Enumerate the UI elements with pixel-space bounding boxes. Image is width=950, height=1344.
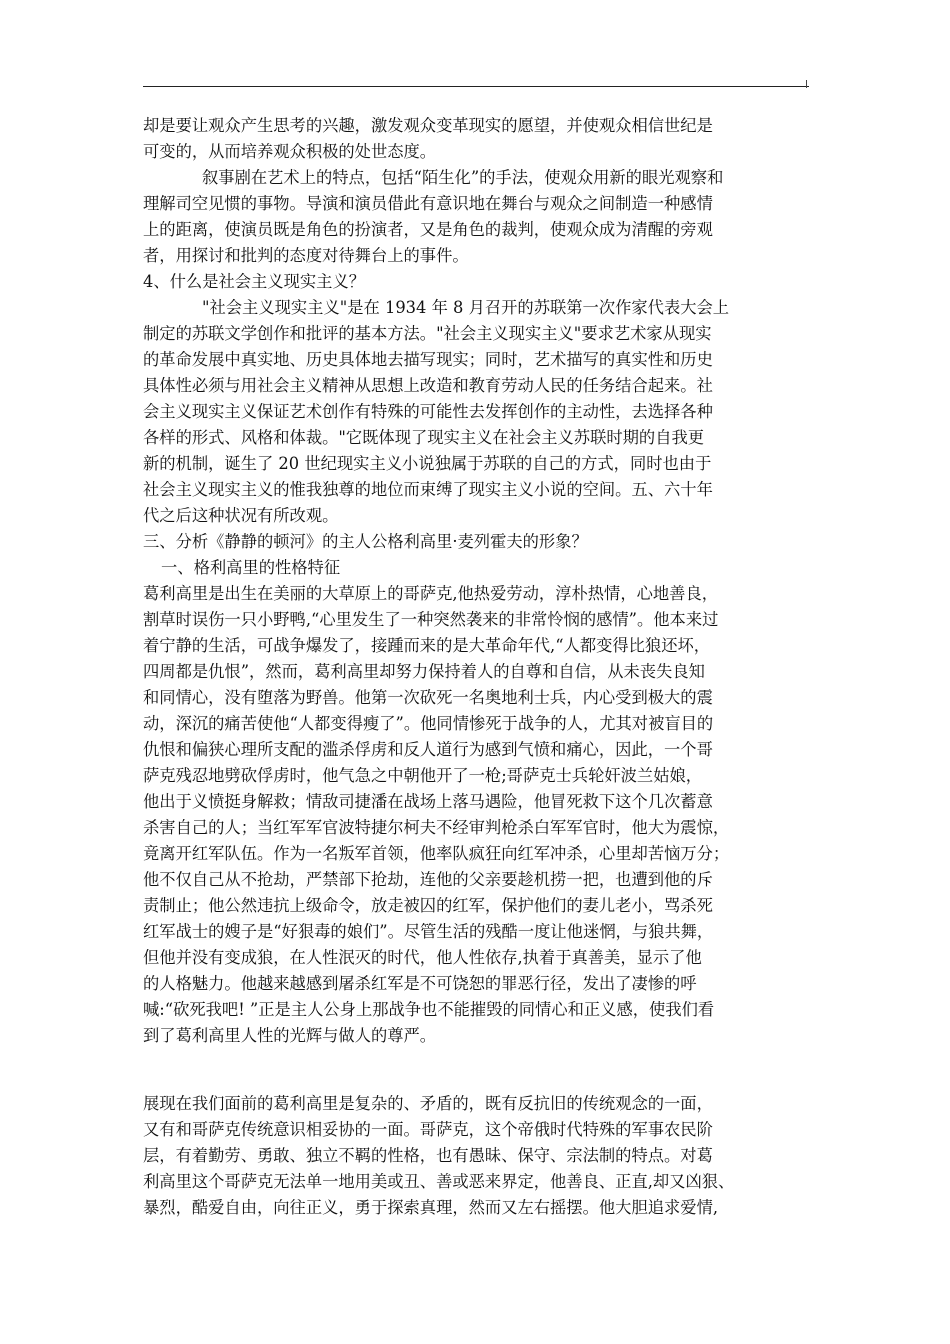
text-line: 的革命发展中真实地、历史具体地去描写现实；同时，艺术描写的真实性和历史 — [143, 350, 713, 369]
text-line: 但他并没有变成狼，在人性泯灭的时代，他人性依存,执着于真善美，显示了他 — [143, 948, 702, 967]
text-line: 到了葛利高里人性的光辉与做人的尊严。 — [143, 1026, 437, 1045]
text-line: 和同情心，没有堕落为野兽。他第一次砍死一名奥地利士兵，内心受到极大的震 — [143, 688, 713, 707]
text-line: 新的机制，诞生了 20 世纪现实主义小说独属于苏联的自己的方式，同时也由于 — [143, 454, 712, 473]
text-line: 可变的，从而培养观众积极的处世态度。 — [143, 142, 437, 161]
text-block-main — [143, 113, 813, 1049]
text-line: 利高里这个哥萨克无法单一地用美或丑、善或恶来界定，他善良、正直,却又凶狠、 — [143, 1172, 735, 1191]
text-line: 一、格利高里的性格特征 — [161, 558, 341, 577]
document-body — [143, 113, 813, 1221]
text-line: 萨克残忍地劈砍俘虏时，他气急之中朝他开了一枪;哥萨克士兵轮奸波兰姑娘， — [143, 766, 703, 785]
text-line: 代之后这种状况有所改观。 — [143, 506, 339, 525]
text-line: 葛利高里是出生在美丽的大草原上的哥萨克,他热爱劳动，淳朴热情，心地善良， — [143, 584, 719, 603]
text-line: 理解司空见惯的事物。导演和演员借此有意识地在舞台与观众之间制造一种感情 — [143, 194, 713, 213]
header-rule-tick — [806, 80, 807, 88]
text-line: 叙事剧在艺术上的特点，包括“陌生化”的手法，使观众用新的眼光观察和 — [202, 168, 724, 187]
text-line: "社会主义现实主义"是在 1934 年 8 月召开的苏联第一次作家代表大会上 — [202, 298, 730, 317]
text-line: 展现在我们面前的葛利高里是复杂的、矛盾的，既有反抗旧的传统观念的一面， — [143, 1094, 713, 1113]
text-line: 着宁静的生活，可战争爆发了，接踵而来的是大革命年代,“人都变得比狼还坏， — [143, 636, 711, 655]
text-line: 责制止；他公然违抗上级命令，放走被囚的红军，保护他们的妻儿老小，骂杀死 — [143, 896, 713, 915]
text-line: 具体性必须与用社会主义精神从思想上改造和教育劳动人民的任务结合起来。社 — [143, 376, 713, 395]
text-line: 却是要让观众产生思考的兴趣，激发观众变革现实的愿望，并使观众相信世纪是 — [143, 116, 713, 135]
paragraph-gap — [143, 1049, 813, 1091]
text-line: 动，深沉的痛苦使他“人都变得瘦了”。他同情惨死于战争的人，尤其对被盲目的 — [143, 714, 714, 733]
text-line: 竟离开红军队伍。作为一名叛军首领，他率队疯狂向红军冲杀，心里却苦恼万分； — [143, 844, 730, 863]
header-rule — [143, 86, 809, 87]
text-line: 四周都是仇恨”，然而，葛利高里却努力保持着人的自尊和自信，从未丧失良知 — [143, 662, 705, 681]
text-line: 杀害自己的人；当红军军官波特捷尔柯夫不经审判枪杀白军军官时，他大为震惊， — [143, 818, 730, 837]
text-line: 的人格魅力。他越来越感到屠杀红军是不可饶恕的罪恶行径，发出了凄惨的呼 — [143, 974, 697, 993]
text-line: 红军战士的嫂子是“好狠毒的娘们”。尽管生活的残酷一度让他迷惘，与狼共舞， — [143, 922, 714, 941]
text-block-continued — [143, 1091, 813, 1221]
text-line: 喊:“砍死我吧! ”正是主人公身上那战争也不能摧毁的同情心和正义感，使我们看 — [143, 1000, 715, 1019]
text-line: 层，有着勤劳、勇敢、独立不羁的性格，也有愚昧、保守、宗法制的特点。对葛 — [143, 1146, 713, 1165]
text-line: 者，用探讨和批判的态度对待舞台上的事件。 — [143, 246, 469, 265]
text-line: 又有和哥萨克传统意识相妥协的一面。哥萨克，这个帝俄时代特殊的军事农民阶 — [143, 1120, 713, 1139]
text-line: 制定的苏联文学创作和批评的基本方法。"社会主义现实主义"要求艺术家从现实 — [143, 324, 712, 343]
text-line: 上的距离，使演员既是角色的扮演者，又是角色的裁判，使观众成为清醒的旁观 — [143, 220, 713, 239]
text-line: 4、什么是社会主义现实主义？ — [143, 272, 366, 291]
text-line: 三、分析《静静的顿河》的主人公格利高里·麦列霍夫的形象？ — [143, 532, 588, 551]
text-line: 他不仅自己从不抢劫，严禁部下抢劫，连他的父亲要趁机捞一把，也遭到他的斥 — [143, 870, 713, 889]
text-line: 割草时误伤一只小野鸭,“心里发生了一种突然袭来的非常怜悯的感情”。他本来过 — [143, 610, 719, 629]
text-line: 仇恨和偏狭心理所支配的滥杀俘虏和反人道行为感到气愤和痛心，因此，一个哥 — [143, 740, 713, 759]
text-line: 各样的形式、风格和体裁。"它既体现了现实主义在社会主义苏联时期的自我更 — [143, 428, 705, 447]
text-line: 暴烈，酷爱自由，向往正义，勇于探索真理，然而又左右摇摆。他大胆追求爱情, — [143, 1198, 719, 1217]
text-line: 会主义现实主义保证艺术创作有特殊的可能性去发挥创作的主动性，去选择各种 — [143, 402, 713, 421]
text-line: 他出于义愤挺身解救；情敌司捷潘在战场上落马遇险，他冒死救下这个几次蓄意 — [143, 792, 713, 811]
text-line: 社会主义现实主义的惟我独尊的地位而束缚了现实主义小说的空间。五、六十年 — [143, 480, 713, 499]
